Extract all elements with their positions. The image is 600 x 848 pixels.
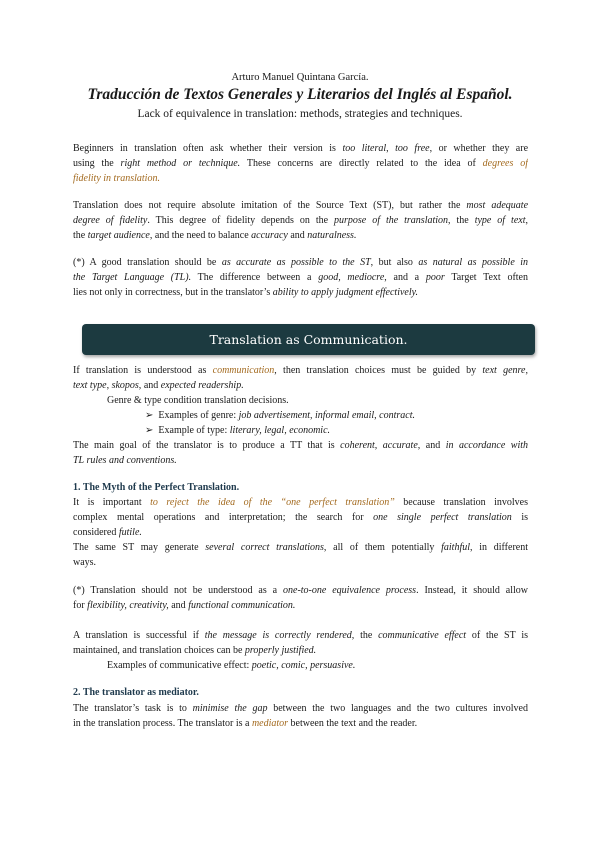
text-line: Beginners in translation often ask whether their version is too literal, too free, or whether they are [73,143,528,154]
section-heading-myth: 1. The Myth of the Perfect Translation. [73,482,240,493]
paragraph-myth [73,495,528,570]
text-line: fidelity in translation. [73,173,160,184]
paragraph-beginners [73,141,528,186]
section-heading-mediator: 2. The translator as mediator. [73,687,199,698]
text-line: The main goal of the translator is to produce a TT that is coherent, accurate, and in accordance with [73,440,528,451]
section-banner: Translation as Communication. [82,324,535,355]
text-line: using the right method or technique. These concerns are directly related to the idea of degrees of [73,158,528,169]
genre-type-line: Genre & type condition translation decisions. [107,395,289,406]
text-line: It is important to reject the idea of the “one perfect translation” because translation involves [73,497,528,508]
text-line: Translation does not require absolute imitation of the Source Text (ST), but rather the most adequate [73,200,528,211]
text-line: (*) A good translation should be as accurate as possible to the ST, but also as natural as possible in [73,257,528,268]
author-name: Arturo Manuel Quintana García. [231,72,369,83]
text-line: text type, skopos, and expected readership. [73,380,244,391]
text-line: complex mental operations and interpretation; the search for one single perfect translation is [73,512,528,523]
text-line: lies not only in correctness, but in the translator’s ability to apply judgment effectively. [73,287,419,298]
text-line: degree of fidelity. This degree of fidelity depends on the purpose of the translation, the type of text, [73,215,528,226]
bullet-arrow-icon: ➢ [145,410,154,421]
text-line: If translation is understood as communication, then translation choices must be guided by text genre, [73,365,528,376]
text-line: (*) Translation should not be understood as a one-to-one equivalence process. Instead, it should allow [73,585,528,596]
document-title: Traducción de Textos Generales y Literarios del Inglés al Español. [87,86,513,103]
text-line: TL rules and conventions. [73,455,177,466]
text-line: ways. [73,557,97,568]
text-line: Examples of communicative effect: poetic, comic, persuasive. [107,660,356,671]
document-subtitle: Lack of equivalence in translation: methods, strategies and techniques. [137,108,463,120]
text-line: the Target Language (TL). The difference between a good, mediocre, and a poor Target Text often [73,272,528,283]
paragraph-mediator [73,701,528,731]
text-line: in the translation process. The translator is a mediator between the text and the reader. [73,718,418,729]
text-line: A translation is successful if the message is correctly rendered, the communicative effect of the ST is [73,630,528,641]
paragraph-successful [73,628,528,673]
bullet-type: ➢ Example of type: literary, legal, economic. [145,425,331,436]
paragraph-communication [73,363,528,468]
text-line: maintained, and translation choices can be properly justified. [73,645,317,656]
paragraph-fidelity [73,198,528,243]
text-line: the target audience, and the need to balance accuracy and naturalness. [73,230,357,241]
text-line: for flexibility, creativity, and functional communication. [73,600,296,611]
text-line: considered futile. [73,527,142,538]
text-line: The translator’s task is to minimise the gap between the two languages and the two cultures involved [73,703,528,714]
paragraph-good-translation [73,255,528,300]
bullet-genre: ➢ Examples of genre: job advertisement, informal email, contract. [145,410,416,421]
paragraph-equivalence [73,583,528,613]
text-line: The same ST may generate several correct translations, all of them potentially faithful, in different [73,542,528,553]
bullet-arrow-icon: ➢ [145,425,154,436]
